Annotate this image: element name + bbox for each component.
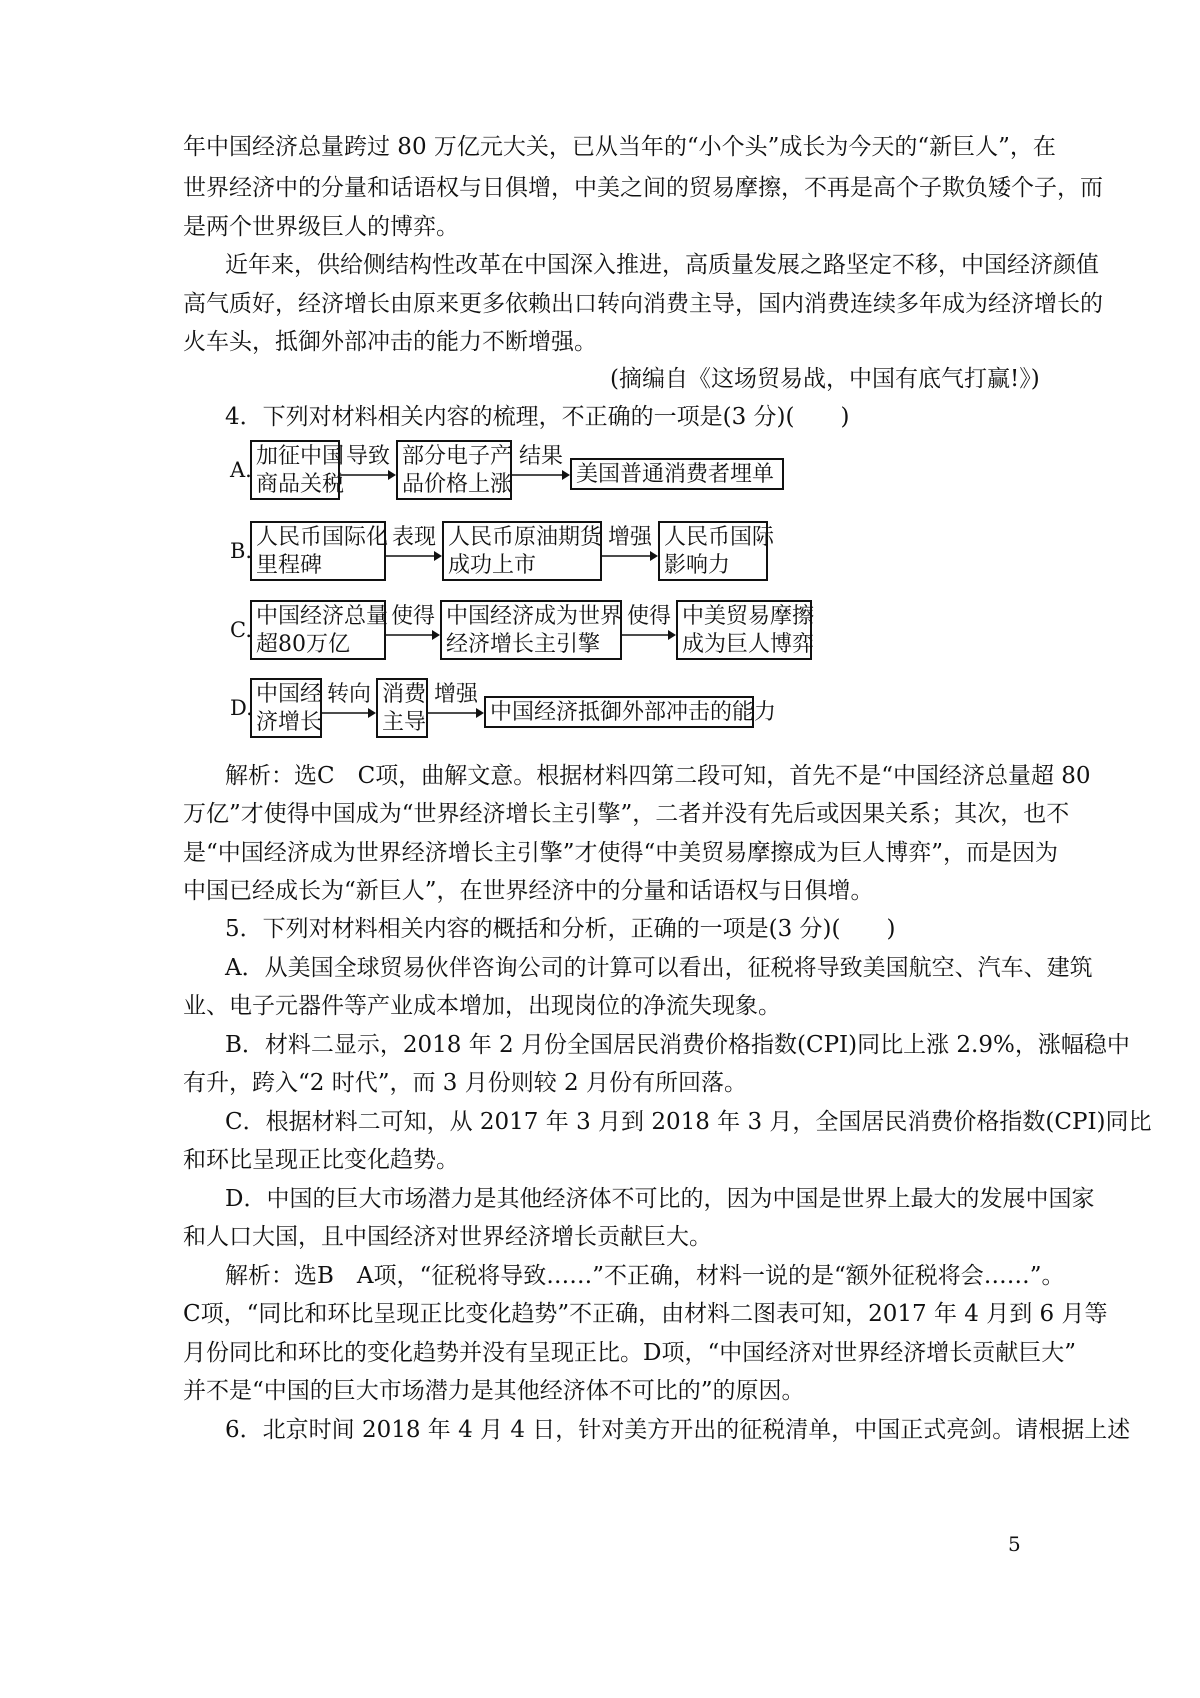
option-c-text: 和环比呈现正比变化趋势。: [183, 1147, 459, 1173]
flow-box: 人民币国际 影响力: [658, 521, 768, 581]
text-line: 高气质好，经济增长由原来更多依赖出口转向消费主导，国内消费连续多年成为经济增长的: [183, 291, 1103, 317]
option-label: C.: [230, 618, 252, 642]
text-line: 近年来，供给侧结构性改革在中国深入推进，高质量发展之路坚定不移，中国经济颜值: [225, 252, 1099, 278]
analysis-line: 解析：选C C项，曲解文意。根据材料四第二段可知，首先不是“中国经济总量超 80: [225, 763, 1091, 789]
flow-arrow: 转向: [322, 678, 376, 738]
flow-box: 中国经济抵御外部冲击的能力: [484, 696, 754, 728]
option-label: D.: [230, 696, 253, 720]
analysis-line: 万亿”才使得中国成为“世界经济增长主引擎”，二者并没有先后或因果关系；其次，也不: [183, 801, 1070, 827]
flow-box: 部分电子产 品价格上涨: [396, 440, 512, 500]
flow-box: 美国普通消费者埋单: [570, 458, 784, 490]
page-number: 5: [1008, 1532, 1021, 1556]
flow-arrow: 使得: [622, 600, 676, 660]
question-4-stem: 4．下列对材料相关内容的梳理，不正确的一项是(3 分)( ): [225, 404, 850, 430]
analysis-line: 中国已经成长为“新巨人”，在世界经济中的分量和话语权与日俱增。: [183, 878, 874, 904]
flow-box: 中国经济总量 超80万亿: [250, 600, 386, 660]
flow-box: 人民币国际化 里程碑: [250, 521, 386, 581]
option-b-text: 有升，跨入“2 时代”，而 3 月份则较 2 月份有所回落。: [183, 1070, 747, 1096]
option-a-text: A．从美国全球贸易伙伴咨询公司的计算可以看出，征税将导致美国航空、汽车、建筑: [225, 955, 1093, 981]
text-line: 火车头，抵御外部冲击的能力不断增强。: [183, 329, 597, 355]
flow-arrow: 增强: [428, 678, 484, 738]
flow-arrow: 导致: [340, 440, 396, 500]
analysis-line: 是“中国经济成为世界经济增长主引擎”才使得“中美贸易摩擦成为巨人博弈”，而是因为: [183, 840, 1059, 866]
text-line: 年中国经济总量跨过 80 万亿元大关，已从当年的“小个头”成长为今天的“新巨人”，在: [183, 134, 1056, 160]
text-line: 是两个世界级巨人的博弈。: [183, 214, 459, 240]
source-citation: (摘编自《这场贸易战，中国有底气打赢!》): [610, 366, 1040, 392]
option-b-text: B．材料二显示，2018 年 2 月份全国居民消费价格指数(CPI)同比上涨 2.9%，涨幅稳中: [225, 1032, 1130, 1058]
flow-box: 中国经 济增长: [250, 678, 322, 738]
option-a-text: 业、电子元器件等产业成本增加，出现岗位的净流失现象。: [183, 993, 781, 1019]
flow-box: 加征中国 商品关税: [250, 440, 340, 500]
flow-box: 中美贸易摩擦 成为巨人博弈: [676, 600, 812, 660]
flow-arrow: 结果: [512, 440, 570, 500]
question-6-stem: 6．北京时间 2018 年 4 月 4 日，针对美方开出的征税清单，中国正式亮剑。请根据上述: [225, 1417, 1131, 1443]
option-d-text: 和人口大国，且中国经济对世界经济增长贡献巨大。: [183, 1224, 712, 1250]
flow-arrow: 表现: [386, 521, 442, 581]
option-c-text: C．根据材料二可知，从 2017 年 3 月到 2018 年 3 月，全国居民消费价格指数(CPI)同比: [225, 1109, 1152, 1135]
text-line: 世界经济中的分量和话语权与日俱增，中美之间的贸易摩擦，不再是高个子欺负矮个子，而: [183, 175, 1103, 201]
flow-box: 中国经济成为世界 经济增长主引擎: [440, 600, 622, 660]
option-label: B.: [230, 539, 253, 563]
flow-box: 人民币原油期货 成功上市: [442, 521, 602, 581]
flow-arrow: 使得: [386, 600, 440, 660]
analysis-line: 月份同比和环比的变化趋势并没有呈现正比。D项，“中国经济对世界经济增长贡献巨大”: [183, 1340, 1076, 1366]
flow-box: 消费 主导: [376, 678, 428, 738]
flow-arrow: 增强: [602, 521, 658, 581]
option-label: A.: [230, 458, 252, 482]
option-d-text: D．中国的巨大市场潜力是其他经济体不可比的，因为中国是世界上最大的发展中国家: [225, 1186, 1095, 1212]
analysis-line: C项，“同比和环比呈现正比变化趋势”不正确，由材料二图表可知，2017 年 4 月到 6 月等: [183, 1301, 1108, 1327]
analysis-line: 并不是“中国的巨大市场潜力是其他经济体不可比的”的原因。: [183, 1378, 805, 1404]
question-5-stem: 5．下列对材料相关内容的概括和分析，正确的一项是(3 分)( ): [225, 916, 896, 942]
analysis-line: 解析：选B A项，“征税将导致……”不正确，材料一说的是“额外征税将会……”。: [225, 1263, 1065, 1289]
